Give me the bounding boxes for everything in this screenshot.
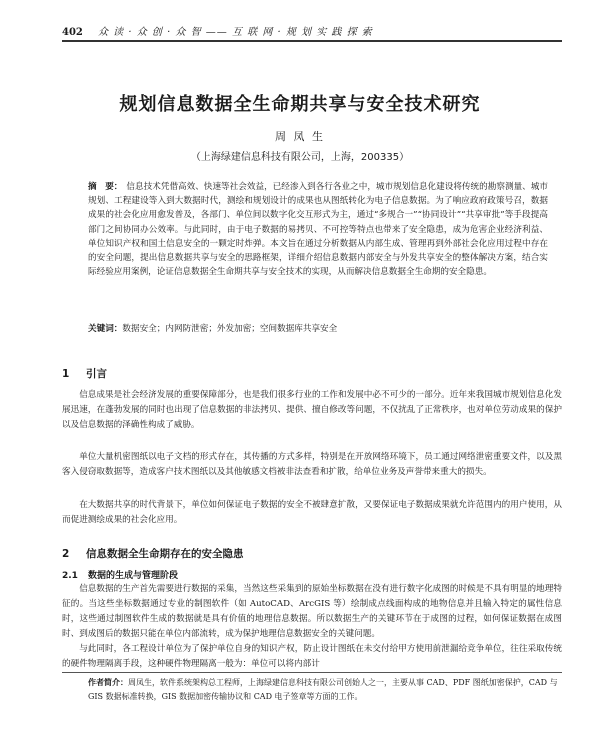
author-affiliation: （上海绿建信息科技有限公司，上海，200335） <box>190 152 410 163</box>
keywords-label: 关键词： <box>88 324 123 334</box>
body-paragraph: 信息数据的生产首先需要进行数据的采集，当然这些采集到的原始坐标数据在没有进行数字化成图的时候是不具有明显的地理特征的。当这些坐标数据通过专业的制图软件（如 AutoCAD、ArcGIS 等）绘制成点线面构成的地物信息并且输入特定的属性信息时，这些通过制图软件生成的数据就是具有价值的地理信息数据。所以数据生产的关键环节在于成图的过程，如何保证数据在成图时、到成图后的数据只能在单位内部流转，成为保护地理信息数据安全的关键问题。 <box>62 584 562 639</box>
keywords <box>88 322 548 336</box>
page-number: 402 <box>62 27 83 38</box>
footnote-label: 作者简介： <box>88 678 128 687</box>
body-paragraph: 信息成果是社会经济发展的重要保障部分，也是我们很多行业的工作和发展中必不可少的一部分。近年来我国城市规划信息化发展迅速，在蓬勃发展的同时也出现了信息数据的非法拷贝、提供、擅自修改等问题，不仅扰乱了正常秩序，也对单位劳动成果的保护以及信息数据的泽确性构成了威胁。 <box>62 390 562 430</box>
subsection-heading <box>62 568 562 581</box>
body-paragraph: 在大数据共享的时代背景下，单位如何保证电子数据的安全不被肆意扩散，又要保证电子数据成果就允许范围内的用户使用，从而促进测绘成果的社会化应用。 <box>62 500 562 525</box>
subsection-title: 数据的生成与管理阶段 <box>88 571 179 581</box>
subsection-number: 2.1 <box>62 571 78 581</box>
running-header <box>62 22 562 42</box>
body-paragraph: 与此同时，各工程设计单位为了保护单位自身的知识产权，防止设计图纸在未交付给甲方使用前泄漏给竞争单位，往往采取传统的硬件物理隔离手段，这种硬件物理隔离一般为：单位可以将内部计 <box>62 644 562 669</box>
footnote-text: 周凤生，软件系统架构总工程师，上海绿建信息科技有限公司创始人之一，主要从事 CAD、PDF 图纸加密保护，CAD 与 GIS 数据标准转换，GIS 数据加密传输协议和 CAD 电子签章等方面的工作。 <box>88 678 558 701</box>
section-title: 信息数据全生命期存在的安全隐患 <box>86 548 244 560</box>
section-heading-security-risks <box>62 546 562 561</box>
section-number: 2 <box>62 548 70 560</box>
body-paragraph: 单位大量机密图纸以电子文档的形式存在，其传播的方式多样，特别是在开放网络环境下，员工通过网络泄密重要文件，以及黑客入侵窃取数据等，造成客户技术图纸以及其他敏感文档被非法查看和扩散，给单位业务及声誉带来重大的损失。 <box>62 452 562 477</box>
abstract-text: 信息技术凭借高效、快速等社会效益，已经渗入到各行各业之中，城市规划信息化建设将传统的勘察测量、城市规划、工程建设等入到大数据时代，测绘和规划设计的成果也从图纸转化为电子信息数据。为了响应政府政策号召，数据成果的社会化应用愈发普及，各部门、单位间以数字化交互形式为主，通过“多规合一”“协同设计”“共享审批”等手段提高部门之间协同办公效率。与此同时，由于电子数据的易拷贝、不可控等特点也带来了安全隐患，成为危害企业经济利益、单位知识产权和国土信息安全的一颗定时炸弹。本文旨在通过分析数据从内部生成、管理再到外部社会化应用过程中存在的安全问题，提出信息数据共享与安全的思路框架，详细介绍信息数据内部安全与外发共享安全的整体解决方案，结合实际经验应用案例，论证信息数据全生命期共享与安全技术的实现，从而解决信息数据全生命期的安全隐患。 <box>88 182 548 278</box>
footnote-divider <box>62 672 562 673</box>
author-name: 周 凤 生 <box>275 130 325 143</box>
paper-title: 规划信息数据全生命期共享与安全技术研究 <box>119 94 481 115</box>
section-number: 1 <box>62 368 70 380</box>
journal-name: 众 读 · 众 创 · 众 智 —— 互 联 网 · 规 划 实 践 探 索 <box>98 27 373 38</box>
section-heading-introduction <box>62 366 562 381</box>
section-title: 引言 <box>86 368 107 380</box>
author-footnote <box>88 676 558 704</box>
keywords-text: 数据安全；内网防泄密；外发加密；空间数据库共享安全 <box>122 324 338 334</box>
abstract <box>88 180 548 279</box>
abstract-label: 摘 要： <box>88 182 123 192</box>
